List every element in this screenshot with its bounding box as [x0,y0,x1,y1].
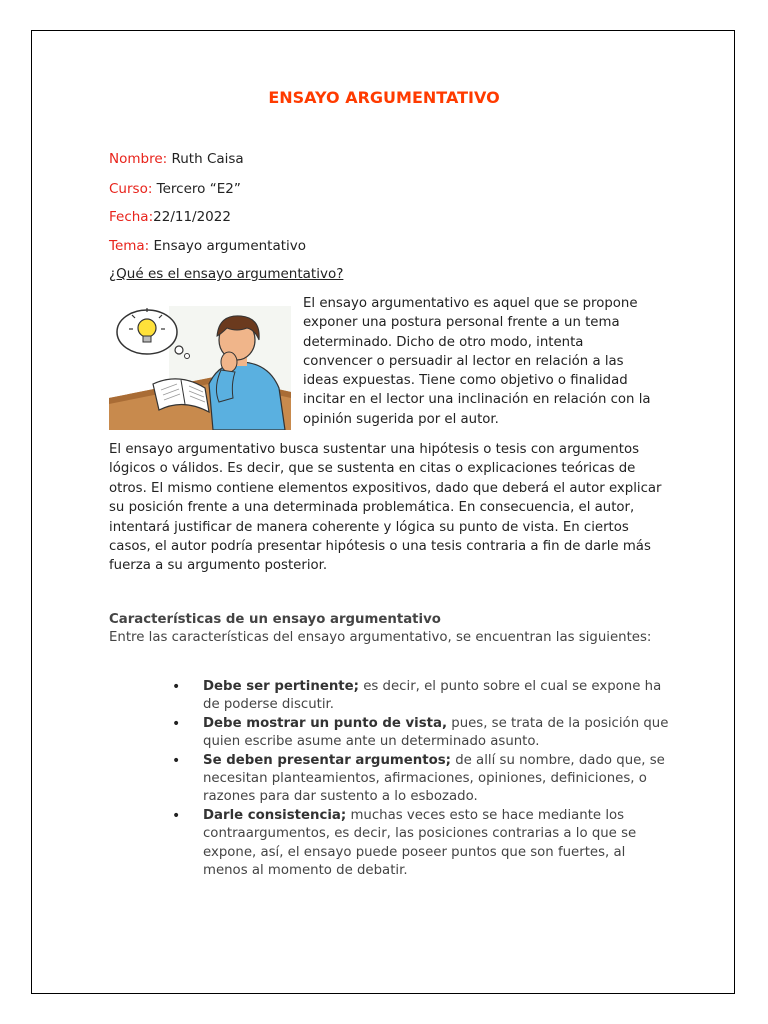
body-paragraph: El ensayo argumentativo busca sustentar una hipótesis o tesis con argumentos lógicos o válidos. Es decir, que se sustenta en citas o explicaciones teóricas de otros. El mismo contiene elementos expositivos, dado que deberá el autor explicar su posición frente a una determinada problemática. En consecuencia, el autor, intentará justificar de manera coherente y lógica su punto de vista. En ciertos casos, el autor podría presentar hipótesis o una tesis contraria a fin de darle más fuerza a su argumento posterior. [109,442,662,574]
list-item-bold: Debe ser pertinente; [203,679,359,694]
field-label: Fecha: [109,209,154,225]
list-item [172,715,672,752]
characteristics-list [172,678,672,880]
field-curso [109,181,241,197]
list-item-bold: Debe mostrar un punto de vista, [203,715,448,731]
list-item [172,752,672,807]
field-label: Tema: [109,238,150,254]
list-item [172,678,672,715]
field-label: Curso: [109,181,153,197]
list-item-bold: Se deben presentar argumentos; [203,752,451,768]
field-value: Ruth Caisa [167,151,244,167]
intro-paragraph: El ensayo argumentativo es aquel que se propone exponer una postura personal frente a un tema determinado. Dicho de otro modo, intenta convencer o persuadir al lector en relación a las ideas expuestas. Tiene como objetivo o finalidad incitar en el lector una inclinación en relación con la opinión sugerida por el autor. [303,296,651,427]
list-item-bold: Darle consistencia; [203,807,347,823]
section-intro: Entre las características del ensayo argumentativo, se encuentran las siguientes: [109,630,652,645]
list-item [172,807,672,881]
document-title: ENSAYO ARGUMENTATIVO [268,88,500,107]
field-value: 22/11/2022 [153,209,231,225]
field-nombre [109,151,244,167]
field-value: Tercero “E2” [152,181,241,197]
student-thinking-lightbulb-icon [109,306,291,430]
section-heading: Características de un ensayo argumentativo [109,612,441,627]
list-item-text: muchas veces esto se hace mediante los contraargumentos, es decir, las posiciones contrarias a lo que se expone, así, el ensayo puede poseer puntos que son fuertes, al menos al momento de debatir. [203,807,637,879]
section-question: ¿Qué es el ensayo argumentativo? [109,266,344,282]
field-fecha [109,209,231,225]
list-item-text: pues, se trata de la posición que quien escribe asume ante un determinado asunto. [203,715,669,750]
field-value: Ensayo argumentativo [149,238,307,254]
list-item-text: es decir, el punto sobre el cual se expone ha de poderse discutir. [203,679,662,713]
field-label: Nombre: [109,151,168,167]
field-tema [109,238,306,254]
list-item-text: de allí su nombre, dado que, se necesitan planteamientos, afirmaciones, opiniones, definiciones, o razones para dar sustento a lo esbozado. [203,752,665,805]
